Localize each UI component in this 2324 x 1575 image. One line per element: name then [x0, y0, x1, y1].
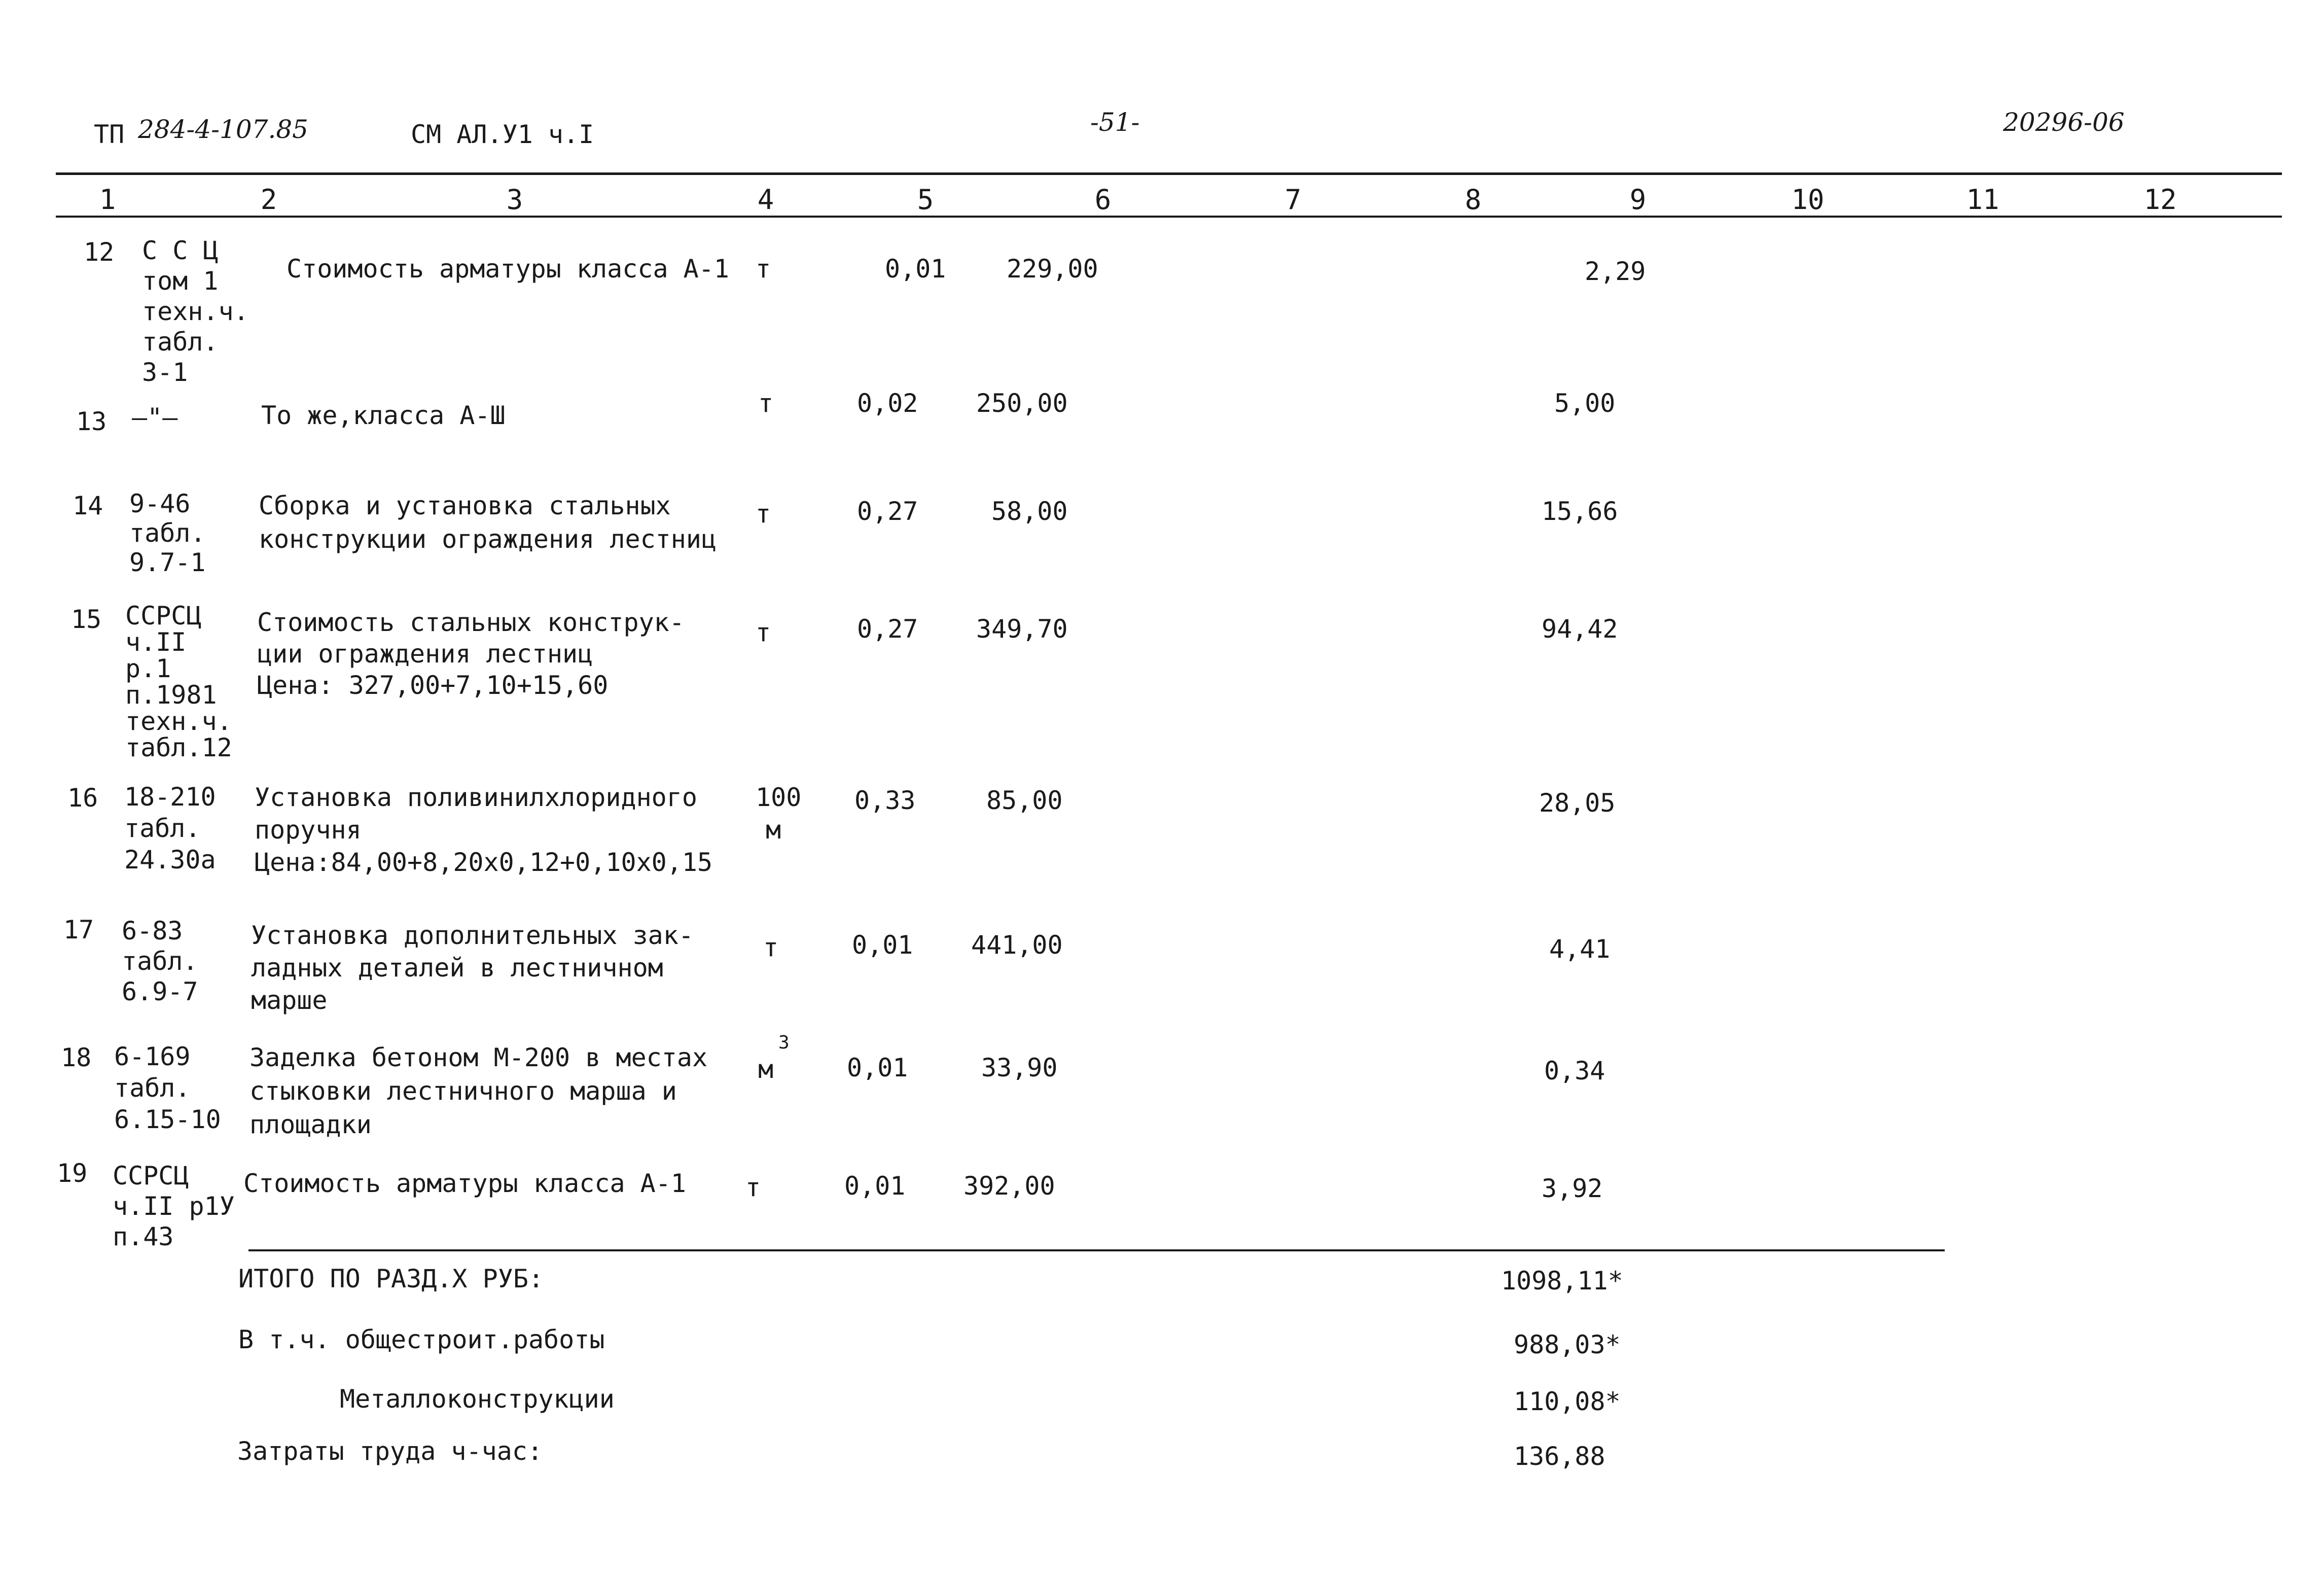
row-total: 28,05: [1539, 788, 1616, 818]
row-quantity: 0,27: [857, 614, 918, 644]
row-description: То же,класса А-Ш: [261, 401, 506, 430]
row-unit: т: [756, 618, 771, 647]
reference-line: ч.II р1У: [113, 1192, 235, 1221]
column-number: 4: [757, 184, 774, 216]
description-line: площадки: [249, 1110, 372, 1139]
row-total: 5,00: [1554, 389, 1616, 418]
reference-line: С С Ц: [142, 236, 219, 265]
row-description: [259, 489, 717, 556]
reference-line: 6.15-10: [114, 1105, 221, 1134]
reference-line: 18-210: [124, 782, 216, 812]
reference-line: табл.: [114, 1073, 191, 1103]
row-description: [251, 919, 694, 1017]
summary-value-labor: 136,88: [1514, 1442, 1605, 1471]
reference-line: табл.12: [125, 733, 232, 762]
row-description: [257, 607, 685, 701]
description-line: марше: [251, 986, 328, 1015]
row-reference: [125, 603, 232, 761]
header-bottom-rule: [56, 216, 2282, 218]
row-quantity: 0,27: [857, 497, 918, 526]
summary-rule: [248, 1249, 1945, 1251]
column-number: 2: [260, 184, 277, 216]
reference-line: ССРСЦ: [125, 601, 202, 631]
description-line: Установка поливинилхлоридного: [255, 783, 697, 812]
row-description: Стоимость арматуры класса А-1: [243, 1169, 686, 1198]
column-number: 12: [2143, 184, 2177, 216]
row-description: [287, 252, 729, 286]
summary-label-total: ИТОГО ПО РАЗД.Х РУБ:: [238, 1264, 544, 1293]
reference-line: техн.ч.: [125, 707, 232, 736]
description-line: Цена:84,00+8,20х0,12+0,10х0,15: [255, 848, 713, 877]
row-unit-superscript: 3: [778, 1032, 790, 1053]
summary-label-general: В т.ч. общестроит.работы: [238, 1325, 605, 1354]
row-number: 14: [73, 491, 103, 520]
row-unit: т: [756, 254, 771, 284]
reference-line: табл.: [122, 947, 198, 976]
row-unit: т: [763, 933, 779, 962]
description-line: Заделка бетоном М-200 в местах: [249, 1043, 708, 1072]
description-line: Стоимость стальных конструк-: [257, 608, 685, 637]
row-unit: т: [745, 1173, 761, 1202]
summary-label-labor: Затраты труда ч-час:: [237, 1437, 543, 1466]
row-quantity: 0,01: [885, 254, 946, 284]
summary-value-metal: 110,08*: [1514, 1387, 1621, 1416]
row-quantity: 0,01: [847, 1053, 908, 1082]
description-line: поручня: [255, 815, 362, 845]
row-unit-price: 229,00: [1007, 254, 1098, 284]
doc-number: 20296-06: [2003, 108, 2125, 137]
row-number: 19: [57, 1159, 88, 1188]
description-line: конструкции ограждения лестниц: [259, 524, 717, 554]
reference-line: 9.7-1: [129, 548, 206, 577]
description-line: Сборка и установка стальных: [259, 491, 671, 520]
row-number: 13: [76, 407, 107, 436]
row-unit-price: 349,70: [976, 614, 1068, 644]
reference-line: 9-46: [129, 489, 191, 518]
summary-value-total: 1098,11*: [1501, 1266, 1623, 1296]
reference-line: ССРСЦ: [113, 1161, 189, 1191]
section-code: СМ АЛ.У1 ч.I: [411, 120, 594, 149]
reference-line: 6.9-7: [122, 977, 198, 1006]
description-line: ладных деталей в лестничном: [251, 953, 663, 983]
column-number: 6: [1094, 184, 1112, 216]
summary-value-general: 988,03*: [1514, 1330, 1621, 1359]
row-quantity: 0,01: [852, 930, 913, 960]
column-number: 1: [99, 184, 116, 216]
row-unit-price: 441,00: [971, 930, 1063, 960]
row-reference: [113, 1161, 235, 1252]
row-unit-price: 33,90: [981, 1053, 1058, 1082]
row-number: 12: [84, 237, 115, 267]
row-unit-price: 392,00: [963, 1171, 1055, 1201]
reference-line: р.1: [125, 654, 171, 683]
column-number: 3: [506, 184, 523, 216]
column-number: 10: [1791, 184, 1825, 216]
row-number: 15: [71, 605, 102, 634]
reference-line: табл.: [142, 327, 219, 357]
unit-line: м: [766, 815, 781, 845]
row-description: [255, 781, 712, 879]
row-unit: т: [756, 499, 771, 529]
column-number: 9: [1629, 184, 1647, 216]
row-reference: —"—: [132, 403, 178, 432]
row-description: [249, 1041, 707, 1141]
row-total: 15,66: [1542, 497, 1618, 526]
row-number: 18: [61, 1043, 92, 1072]
page-number: -51-: [1090, 108, 1140, 137]
row-unit-price: 85,00: [986, 786, 1063, 815]
reference-line: 3-1: [142, 358, 188, 387]
reference-line: 6-83: [122, 916, 183, 946]
summary-label-metal: Металлоконструкции: [340, 1384, 615, 1414]
row-unit-price: 250,00: [976, 389, 1068, 418]
reference-line: п.43: [113, 1222, 174, 1251]
row-unit: т: [758, 389, 774, 418]
reference-line: табл.: [124, 814, 201, 843]
unit-line: 100: [756, 783, 802, 812]
row-reference: [142, 235, 249, 388]
reference-line: п.1981: [125, 680, 217, 710]
header-top-rule: [56, 172, 2282, 175]
row-number: 16: [67, 783, 98, 813]
row-unit: м: [758, 1055, 774, 1084]
reference-line: том 1: [142, 266, 219, 296]
row-total: 94,42: [1542, 614, 1618, 644]
row-reference: [114, 1041, 221, 1135]
reference-line: табл.: [129, 518, 206, 548]
reference-line: ч.II: [125, 627, 187, 657]
description-line: ции ограждения лестниц: [257, 639, 593, 669]
column-number: 8: [1464, 184, 1482, 216]
row-reference: [122, 916, 198, 1007]
row-total: 3,92: [1542, 1174, 1603, 1203]
row-unit: [756, 781, 801, 846]
row-quantity: 0,01: [844, 1171, 906, 1201]
row-reference: [124, 781, 216, 876]
doc-code-handwritten: 284-4-107.85: [138, 115, 308, 144]
row-quantity: 0,33: [854, 786, 916, 815]
row-reference: [129, 489, 206, 577]
row-total: 0,34: [1544, 1056, 1605, 1086]
row-total: 2,29: [1585, 257, 1646, 286]
row-total: 4,41: [1549, 934, 1611, 964]
column-number: 7: [1284, 184, 1302, 216]
column-number: 11: [1966, 184, 1999, 216]
description-line: Цена: 327,00+7,10+15,60: [257, 671, 609, 700]
row-quantity: 0,02: [857, 389, 918, 418]
doc-code: ТП: [94, 120, 125, 149]
row-unit-price: 58,00: [991, 497, 1068, 526]
reference-line: 6-169: [114, 1042, 191, 1071]
row-number: 17: [63, 915, 94, 944]
column-number: 5: [917, 184, 934, 216]
reference-line: техн.ч.: [142, 297, 249, 326]
description-line: Установка дополнительных зак-: [251, 921, 694, 950]
description-line: стыковки лестничного марша и: [249, 1076, 677, 1106]
description-line: Стоимость арматуры класса А-1: [287, 254, 729, 284]
reference-line: 24.30а: [124, 845, 216, 874]
